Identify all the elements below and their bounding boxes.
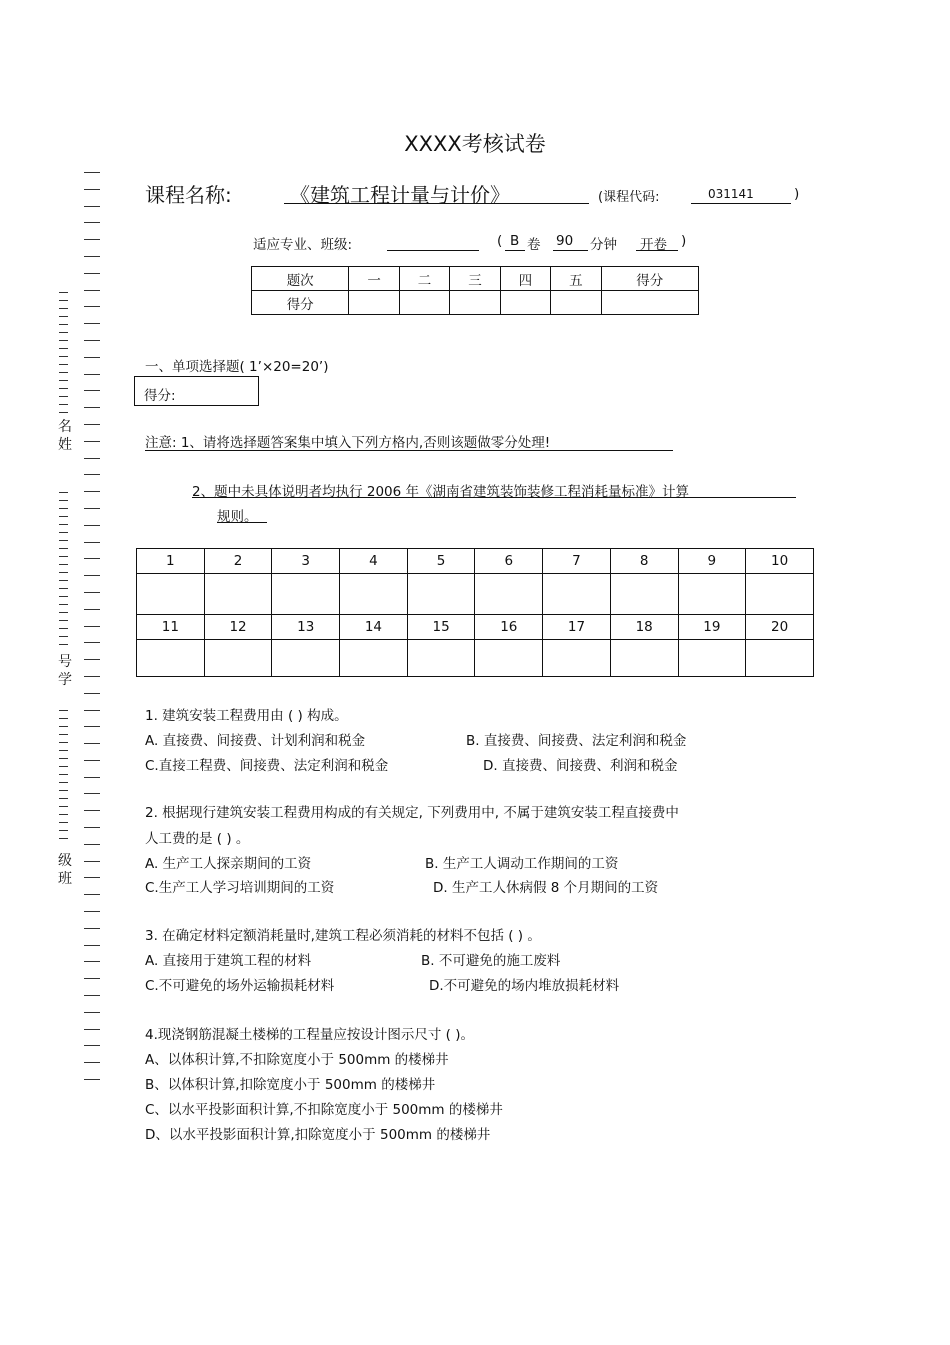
binding-dash (84, 273, 100, 274)
binding-dash (59, 782, 68, 783)
answer-input-cell[interactable] (746, 640, 814, 677)
section1-score-box[interactable] (134, 376, 259, 406)
score-table-score-row (252, 291, 699, 315)
option-b: B. 直接费、间接费、法定利润和税金 (466, 733, 687, 749)
answer-grid-number-row (137, 615, 814, 640)
option-a: A. 直接费、间接费、计划利润和税金 (145, 733, 366, 749)
binding-dash (59, 644, 68, 645)
answer-number-cell: 18 (610, 615, 678, 640)
binding-dash (59, 324, 68, 325)
answer-input-cell[interactable] (137, 640, 205, 677)
binding-dash (59, 750, 68, 751)
note-1: 注意: 1、请将选择题答案集中填入下列方格内,否则该题做零分处理! (145, 435, 551, 451)
answer-grid-answer-row (137, 640, 814, 677)
binding-dash (84, 441, 100, 442)
binding-line-dashes (84, 172, 100, 1096)
binding-dash (59, 540, 68, 541)
binding-dash (84, 1079, 100, 1080)
binding-dash (59, 806, 68, 807)
binding-dash (84, 945, 100, 946)
binding-dash (59, 548, 68, 549)
note-2-underline (192, 497, 796, 498)
answer-number-cell: 1 (137, 549, 205, 574)
binding-dash (59, 742, 68, 743)
answer-number-cell: 10 (746, 549, 814, 574)
answer-number-cell: 16 (475, 615, 543, 640)
binding-dash (59, 572, 68, 573)
binding-dash (84, 911, 100, 912)
binding-dash (84, 743, 100, 744)
option-d: D、以水平投影面积计算,扣除宽度小于 500mm 的楼梯井 (145, 1127, 491, 1143)
binding-dash (84, 844, 100, 845)
info-close: ) (681, 233, 687, 249)
binding-dash (84, 474, 100, 475)
binding-dash (84, 357, 100, 358)
binding-dash (59, 364, 68, 365)
binding-dash (84, 827, 100, 828)
binding-dash (84, 407, 100, 408)
option-b: B、以体积计算,扣除宽度小于 500mm 的楼梯井 (145, 1077, 436, 1093)
duration-underline (553, 250, 588, 251)
binding-dash (84, 810, 100, 811)
binding-dash (84, 877, 100, 878)
binding-dash (59, 734, 68, 735)
question-stem: 1. 建筑安装工程费用由 ( ) 构成。 (145, 708, 348, 724)
binding-dash (84, 777, 100, 778)
score-row-label: 得分 (252, 291, 349, 315)
binding-dash (59, 612, 68, 613)
binding-dash (84, 525, 100, 526)
binding-dash (59, 710, 68, 711)
binding-dash (84, 928, 100, 929)
answer-input-cell[interactable] (678, 640, 746, 677)
binding-dash (84, 323, 100, 324)
binding-dash (59, 604, 68, 605)
binding-line-dashes-inner-2 (59, 492, 68, 652)
binding-dash (59, 348, 68, 349)
note-2: 2、题中未具体说明者均执行 2006 年《湖南省建筑装饰装修工程消耗量标准》计算 (192, 484, 690, 500)
answer-input-cell[interactable] (204, 640, 272, 677)
answer-number-cell: 17 (543, 615, 611, 640)
binding-dash (84, 239, 100, 240)
score-cell[interactable] (349, 291, 399, 315)
answer-number-cell: 8 (610, 549, 678, 574)
answer-number-cell: 5 (407, 549, 475, 574)
binding-dash (59, 516, 68, 517)
answer-number-cell: 2 (204, 549, 272, 574)
score-cell[interactable] (450, 291, 500, 315)
option-d: D. 直接费、间接费、利润和税金 (483, 758, 678, 774)
note-2-continued-underline (217, 522, 267, 523)
answer-number-cell: 3 (272, 549, 340, 574)
option-a: A. 生产工人探亲期间的工资 (145, 856, 312, 872)
answer-input-cell[interactable] (340, 640, 408, 677)
binding-dash (59, 404, 68, 405)
exam-mode-underline (636, 250, 678, 251)
option-b: B. 生产工人调动工作期间的工资 (425, 856, 619, 872)
option-d: D.不可避免的场内堆放损耗材料 (429, 978, 620, 994)
question-stem: 4.现浇钢筋混凝土楼梯的工程量应按设计图示尺寸 ( )。 (145, 1027, 474, 1043)
answer-input-cell[interactable] (543, 574, 611, 615)
binding-dash (84, 626, 100, 627)
section1-title: 一、单项选择题( 1’×20=20’) (145, 359, 329, 375)
binding-dash (59, 636, 68, 637)
binding-dash (84, 206, 100, 207)
binding-dash (84, 390, 100, 391)
binding-dash (84, 793, 100, 794)
option-c: C.生产工人学习培训期间的工资 (145, 880, 335, 896)
note-2-continued: 规则。 (217, 509, 258, 525)
binding-dash (59, 508, 68, 509)
exam-mode: 开卷 (640, 237, 667, 253)
binding-dash (59, 628, 68, 629)
score-header-cell: 得分 (601, 267, 698, 291)
answer-input-cell[interactable] (272, 574, 340, 615)
binding-line-dashes-inner-1 (59, 292, 68, 420)
answer-number-cell: 15 (407, 615, 475, 640)
course-code-underline (691, 203, 791, 204)
binding-dash (84, 189, 100, 190)
answer-number-cell: 20 (746, 615, 814, 640)
note-1-underline (145, 450, 673, 451)
answer-input-cell[interactable] (543, 640, 611, 677)
binding-dash (84, 710, 100, 711)
option-c: C.直接工程费、间接费、法定利润和税金 (145, 758, 389, 774)
option-a: A、以体积计算,不扣除宽度小于 500mm 的楼梯井 (145, 1052, 449, 1068)
binding-dash (84, 676, 100, 677)
binding-dash (59, 588, 68, 589)
score-header-cell: 五 (551, 267, 601, 291)
answer-number-cell: 14 (340, 615, 408, 640)
binding-dash (84, 575, 100, 576)
binding-dash (84, 1062, 100, 1063)
exam-title: XXXX考核试卷 (404, 132, 546, 156)
binding-dash (59, 798, 68, 799)
binding-dash (59, 790, 68, 791)
score-cell[interactable] (551, 291, 601, 315)
binding-dash (84, 642, 100, 643)
binding-dash (84, 609, 100, 610)
binding-dash (59, 396, 68, 397)
binding-dash (84, 978, 100, 979)
score-table (251, 266, 699, 315)
answer-grid (136, 548, 814, 677)
binding-dash (84, 558, 100, 559)
binding-line-dashes-inner-3 (59, 710, 68, 846)
score-cell[interactable] (399, 291, 449, 315)
binding-dash (59, 332, 68, 333)
binding-dash (59, 292, 68, 293)
course-code-close: ) (794, 186, 800, 202)
option-a: A. 直接用于建筑工程的材料 (145, 953, 312, 969)
answer-input-cell[interactable] (407, 640, 475, 677)
binding-dash (59, 758, 68, 759)
option-b: B. 不可避免的施工废料 (421, 953, 561, 969)
paper-open: ( (497, 233, 503, 249)
answer-input-cell[interactable] (137, 574, 205, 615)
binding-dash (84, 508, 100, 509)
binding-dash (59, 412, 68, 413)
course-name: 《建筑工程计量与计价》 (290, 183, 510, 207)
major-class-label: 适应专业、班级: (253, 237, 353, 253)
binding-dash (59, 556, 68, 557)
answer-input-cell[interactable] (204, 574, 272, 615)
binding-dash (84, 491, 100, 492)
binding-dash (84, 306, 100, 307)
binding-dash (84, 172, 100, 173)
option-c: C、以水平投影面积计算,不扣除宽度小于 500mm 的楼梯井 (145, 1102, 503, 1118)
score-header-cell: 二 (399, 267, 449, 291)
binding-dash (84, 894, 100, 895)
binding-dash (84, 374, 100, 375)
question-stem: 2. 根据现行建筑安装工程费用构成的有关规定, 下列费用中, 不属于建筑安装工程直接费中 (145, 805, 679, 821)
option-d: D. 生产工人休病假 8 个月期间的工资 (433, 880, 659, 896)
binding-dash (84, 861, 100, 862)
binding-dash (84, 760, 100, 761)
answer-input-cell[interactable] (610, 640, 678, 677)
binding-dash (84, 592, 100, 593)
answer-input-cell[interactable] (407, 574, 475, 615)
question-stem-cont: 人工费的是 ( ) 。 (145, 831, 250, 847)
answer-number-cell: 9 (678, 549, 746, 574)
binding-dash (84, 424, 100, 425)
score-header-cell: 三 (450, 267, 500, 291)
side-label-class: 级 班 (58, 853, 72, 887)
score-table-header-row (252, 267, 699, 291)
question-stem: 3. 在确定材料定额消耗量时,建筑工程必须消耗的材料不包括 ( ) 。 (145, 928, 541, 944)
binding-dash (84, 290, 100, 291)
binding-dash (59, 308, 68, 309)
binding-dash (59, 596, 68, 597)
answer-number-cell: 7 (543, 549, 611, 574)
binding-dash (84, 726, 100, 727)
binding-dash (84, 222, 100, 223)
binding-dash (84, 1045, 100, 1046)
binding-dash (84, 995, 100, 996)
binding-dash (84, 542, 100, 543)
paper-type: B (510, 233, 520, 249)
binding-dash (84, 693, 100, 694)
answer-input-cell[interactable] (678, 574, 746, 615)
course-code-label: (课程代码: (598, 190, 660, 205)
answer-input-cell[interactable] (746, 574, 814, 615)
course-label: 课程名称: (145, 183, 232, 207)
paper-type-underline (505, 250, 525, 251)
binding-dash (84, 340, 100, 341)
answer-number-cell: 4 (340, 549, 408, 574)
answer-input-cell[interactable] (475, 574, 543, 615)
answer-number-cell: 19 (678, 615, 746, 640)
binding-dash (59, 388, 68, 389)
binding-dash (59, 774, 68, 775)
major-class-field[interactable] (387, 250, 479, 251)
side-label-student-id: 号 学 (58, 654, 72, 688)
binding-dash (59, 726, 68, 727)
option-c: C.不可避免的场外运输损耗材料 (145, 978, 335, 994)
binding-dash (59, 838, 68, 839)
score-header-cell: 题次 (252, 267, 349, 291)
binding-dash (59, 830, 68, 831)
score-header-cell: 四 (500, 267, 550, 291)
score-cell[interactable] (500, 291, 550, 315)
side-label-name: 名 姓 (58, 419, 72, 453)
answer-grid-number-row (137, 549, 814, 574)
binding-dash (59, 340, 68, 341)
binding-dash (59, 300, 68, 301)
score-header-cell: 一 (349, 267, 399, 291)
binding-dash (59, 316, 68, 317)
binding-dash (84, 961, 100, 962)
binding-dash (84, 256, 100, 257)
binding-dash (59, 532, 68, 533)
binding-dash (59, 372, 68, 373)
binding-dash (59, 380, 68, 381)
course-name-underline (284, 203, 589, 204)
binding-dash (59, 822, 68, 823)
answer-grid-answer-row (137, 574, 814, 615)
binding-dash (59, 524, 68, 525)
score-cell[interactable] (601, 291, 698, 315)
binding-dash (59, 580, 68, 581)
answer-input-cell[interactable] (272, 640, 340, 677)
binding-dash (84, 659, 100, 660)
binding-dash (59, 564, 68, 565)
answer-input-cell[interactable] (475, 640, 543, 677)
duration: 90 (556, 233, 574, 249)
answer-number-cell: 6 (475, 549, 543, 574)
answer-input-cell[interactable] (610, 574, 678, 615)
answer-number-cell: 12 (204, 615, 272, 640)
answer-number-cell: 11 (137, 615, 205, 640)
binding-dash (59, 620, 68, 621)
binding-dash (59, 718, 68, 719)
answer-number-cell: 13 (272, 615, 340, 640)
paper-suffix: 卷 (527, 237, 541, 253)
binding-dash (59, 766, 68, 767)
section1-score-label: 得分: (144, 388, 176, 404)
binding-dash (59, 814, 68, 815)
binding-dash (84, 458, 100, 459)
answer-input-cell[interactable] (340, 574, 408, 615)
binding-dash (59, 500, 68, 501)
binding-dash (59, 356, 68, 357)
course-code: 031141 (708, 187, 754, 201)
duration-unit: 分钟 (590, 237, 617, 253)
binding-dash (84, 1029, 100, 1030)
binding-dash (84, 1012, 100, 1013)
binding-dash (59, 492, 68, 493)
